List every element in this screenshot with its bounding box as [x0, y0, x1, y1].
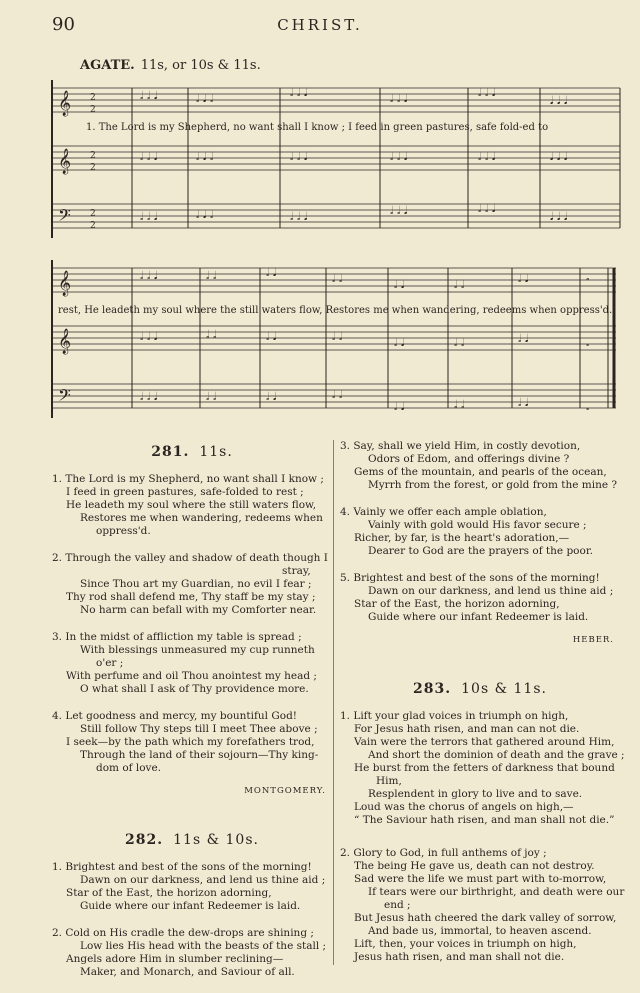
verse-line: Dawn on our darkness, and lend us thine aid ;	[80, 874, 326, 886]
hymn-282-author: HEBER.	[572, 635, 614, 645]
verse-line: Resplendent in glory to live and to save.	[368, 788, 583, 800]
hymn-281-stanza-3	[52, 631, 332, 696]
svg-text:𝅗𝅥 𝅗𝅥 𝅘𝅥: 𝅗𝅥 𝅗𝅥 𝅘𝅥	[140, 150, 158, 163]
verse-line: 4. Vainly we offer each ample oblation,	[340, 506, 547, 518]
svg-text:𝅗𝅥 𝅗𝅥: 𝅗𝅥 𝅗𝅥	[206, 390, 217, 403]
verse-line: Dearer to God are the prayers of the poor.	[368, 545, 594, 557]
svg-text:𝅗𝅥 𝅗𝅥 𝅘𝅥: 𝅗𝅥 𝅗𝅥 𝅘𝅥	[140, 269, 158, 282]
svg-text:𝄞: 𝄞	[58, 91, 72, 116]
hymn-282-stanza-4	[340, 506, 620, 558]
verse-line: dom of love.	[96, 762, 162, 774]
verse-line: Odors of Edom, and offerings divine ?	[368, 453, 570, 465]
verse-line: He leadeth my soul where the still waters flow,	[66, 499, 317, 511]
verse-line: Thy rod shall defend me, Thy staff be my stay ;	[66, 591, 316, 603]
svg-text:𝅗𝅥 𝅘𝅥: 𝅗𝅥 𝅘𝅥	[394, 278, 405, 291]
verse-line: “ The Saviour hath risen, and man shall not die.”	[354, 814, 615, 826]
verse-line: If tears were our birthright, and death were our	[368, 886, 625, 898]
verse-line: Vain were the terrors that gathered around Him,	[354, 736, 615, 748]
svg-text:𝅗𝅥 𝅗𝅥 𝅘𝅥: 𝅗𝅥 𝅗𝅥 𝅘𝅥	[478, 86, 496, 99]
music-system-2	[50, 260, 622, 420]
verse-line: Guide where our infant Redeemer is laid.	[80, 900, 301, 912]
svg-text:𝅗𝅥 𝅗𝅥 𝅘𝅥: 𝅗𝅥 𝅗𝅥 𝅘𝅥	[390, 204, 408, 217]
verse-line: Loud was the chorus of angels on high,—	[354, 801, 574, 813]
treble-staff-2	[52, 146, 620, 170]
svg-text:𝅗𝅥 𝅘𝅥: 𝅗𝅥 𝅘𝅥	[394, 336, 405, 349]
svg-text:𝅗𝅥 𝅗𝅥 𝅘𝅥: 𝅗𝅥 𝅗𝅥 𝅘𝅥	[390, 92, 408, 105]
running-head: CHRIST.	[277, 16, 363, 34]
hymn-281-stanza-1	[52, 473, 332, 538]
tune-lyric-line-2: rest, He leadeth my soul where the still waters flow, Restores me when wandering, redeems when oppress'd.	[58, 305, 613, 316]
verse-line: Through the land of their sojourn—Thy king-	[80, 749, 319, 761]
verse-line: 3. Say, shall we yield Him, in costly devotion,	[340, 440, 581, 452]
svg-text:𝄢: 𝄢	[58, 205, 71, 229]
verse-line: O what shall I ask of Thy providence more.	[80, 683, 309, 695]
hymn-282-stanza-1	[52, 861, 332, 913]
verse-line: The being He gave us, death can not destroy.	[354, 860, 595, 872]
hymn-282-number: 282.	[125, 832, 164, 848]
hymn-281-stanza-2	[52, 552, 332, 617]
svg-text:𝅗𝅥 𝅘𝅥: 𝅗𝅥 𝅘𝅥	[266, 390, 277, 403]
svg-text:𝅗𝅥 𝅗𝅥: 𝅗𝅥 𝅗𝅥	[332, 272, 343, 285]
verse-line: 1. The Lord is my Shepherd, no want shall I know ;	[52, 473, 324, 485]
svg-text:2: 2	[90, 105, 96, 115]
verse-line: 2. Cold on His cradle the dew-drops are shining ;	[52, 927, 314, 939]
svg-text:𝅗𝅥 𝅗𝅥 𝅘𝅥: 𝅗𝅥 𝅗𝅥 𝅘𝅥	[390, 150, 408, 163]
verse-line: oppress'd.	[96, 525, 151, 537]
svg-text:𝅗𝅥 𝅘𝅥: 𝅗𝅥 𝅘𝅥	[518, 396, 529, 409]
hymn-283-stanza-2	[340, 847, 625, 964]
svg-text:𝅗𝅥 𝅘𝅥: 𝅗𝅥 𝅘𝅥	[266, 266, 277, 279]
svg-text:𝅗𝅥 𝅗𝅥: 𝅗𝅥 𝅗𝅥	[454, 278, 465, 291]
verse-line: Sad were the life we must part with to-morrow,	[354, 873, 607, 885]
svg-text:𝅗𝅥 𝅗𝅥: 𝅗𝅥 𝅗𝅥	[332, 388, 343, 401]
svg-text:𝅗𝅥 𝅘𝅥 𝅗𝅥: 𝅗𝅥 𝅘𝅥 𝅗𝅥	[196, 92, 214, 105]
svg-text:𝅗𝅥 𝅘𝅥: 𝅗𝅥 𝅘𝅥	[518, 332, 529, 345]
hymn-282-stanza-5	[340, 572, 620, 624]
treble-staff-1	[52, 88, 620, 112]
hymn-282-stanza-3	[340, 440, 620, 492]
verse-line: 1. Lift your glad voices in triumph on high,	[340, 710, 569, 722]
verse-line: Dawn on our darkness, and lend us thine aid ;	[368, 585, 614, 597]
svg-text:2: 2	[90, 209, 96, 219]
svg-text:𝅗𝅥 𝅗𝅥: 𝅗𝅥 𝅗𝅥	[454, 336, 465, 349]
hymn-281-author: MONTGOMERY.	[244, 786, 326, 796]
verse-line: 3. In the midst of affliction my table is spread ;	[52, 631, 302, 643]
svg-text:𝅗𝅥 𝅗𝅥: 𝅗𝅥 𝅗𝅥	[454, 398, 465, 411]
hymn-281-number: 281.	[151, 444, 190, 460]
svg-text:𝅗𝅥 𝅘𝅥: 𝅗𝅥 𝅘𝅥	[266, 330, 277, 343]
verse-line: Restores me when wandering, redeems when	[80, 512, 323, 524]
verse-line: And bade us, immortal, to heaven ascend.	[368, 925, 592, 937]
svg-text:𝅗𝅥 𝅗𝅥 𝅘𝅥: 𝅗𝅥 𝅗𝅥 𝅘𝅥	[140, 390, 158, 403]
hymn-281-meter: 11s.	[199, 444, 233, 460]
hymn-283-number: 283.	[413, 681, 452, 697]
music-system-1	[50, 80, 622, 240]
svg-text:𝅗𝅥 𝅘𝅥 𝅗𝅥: 𝅗𝅥 𝅘𝅥 𝅗𝅥	[196, 150, 214, 163]
svg-text:𝅗𝅥 𝅗𝅥 𝅘𝅥: 𝅗𝅥 𝅗𝅥 𝅘𝅥	[478, 202, 496, 215]
verse-line: 5. Brightest and best of the sons of the morning!	[340, 572, 600, 584]
verse-line: Gems of the mountain, and pearls of the ocean,	[354, 466, 607, 478]
svg-text:𝅗𝅥 𝅗𝅥: 𝅗𝅥 𝅗𝅥	[332, 330, 343, 343]
verse-line: Maker, and Monarch, and Saviour of all.	[80, 966, 295, 978]
verse-line: Richer, by far, is the heart's adoration,—	[354, 532, 570, 544]
svg-text:𝅗𝅥 𝅗𝅥 𝅘𝅥: 𝅗𝅥 𝅗𝅥 𝅘𝅥	[478, 150, 496, 163]
svg-text:𝅗𝅥 𝅗𝅥 𝅘𝅥: 𝅗𝅥 𝅗𝅥 𝅘𝅥	[140, 330, 158, 343]
hymn-282-title	[52, 834, 332, 847]
svg-text:𝄞: 𝄞	[58, 271, 72, 296]
verse-line: With perfume and oil Thou anointest my head ;	[66, 670, 317, 682]
verse-line: I feed in green pastures, safe-folded to rest ;	[66, 486, 304, 498]
svg-text:𝅗𝅥 𝅘𝅥: 𝅗𝅥 𝅘𝅥	[518, 272, 529, 285]
verse-line: No harm can befall with my Comforter near.	[80, 604, 317, 616]
tune-meter: 11s, or 10s & 11s.	[140, 58, 261, 73]
svg-text:𝅗𝅥 𝅗𝅥 𝅘𝅥: 𝅗𝅥 𝅗𝅥 𝅘𝅥	[290, 150, 308, 163]
svg-text:2: 2	[90, 163, 96, 173]
tune-heading	[80, 58, 261, 73]
column-divider	[333, 440, 334, 965]
hymn-282-meter: 11s & 10s.	[173, 832, 259, 848]
verse-line: And short the dominion of death and the grave ;	[368, 749, 625, 761]
verse-line: But Jesus hath cheered the dark valley of sorrow,	[354, 912, 617, 924]
svg-text:𝅗𝅥 𝅘𝅥: 𝅗𝅥 𝅘𝅥	[394, 400, 405, 413]
verse-line: Jesus hath risen, and man shall not die.	[354, 951, 565, 963]
verse-line: o'er ;	[96, 657, 124, 669]
verse-line: He burst from the fetters of darkness that bound	[354, 762, 615, 774]
svg-text:𝅘𝅥 𝅘𝅥 𝅘𝅥: 𝅘𝅥 𝅘𝅥 𝅘𝅥	[550, 94, 568, 107]
verse-line: Him,	[376, 775, 402, 787]
hymn-283-title	[340, 683, 620, 696]
verse-line: Lift, then, your voices in triumph on high,	[354, 938, 577, 950]
verse-line: With blessings unmeasured my cup runneth	[80, 644, 315, 656]
svg-text:𝄞: 𝄞	[58, 329, 72, 354]
tune-lyric-line-1: 1. The Lord is my Shepherd, no want shall I know ; I feed in green pastures, safe fold-ed to	[86, 122, 549, 133]
verse-line: For Jesus hath risen, and man can not die.	[354, 723, 580, 735]
hymn-282-stanza-2	[52, 927, 332, 979]
verse-line: I seek—by the path which my forefathers trod,	[66, 736, 315, 748]
svg-text:𝄢: 𝄢	[58, 385, 71, 409]
svg-text:𝅘𝅥 𝅘𝅥 𝅘𝅥: 𝅘𝅥 𝅘𝅥 𝅘𝅥	[550, 150, 568, 163]
verse-line: Myrrh from the forest, or gold from the mine ?	[368, 479, 618, 491]
hymn-281-title	[52, 446, 332, 459]
tune-name: AGATE.	[80, 58, 135, 73]
verse-line: Star of the East, the horizon adorning,	[66, 887, 272, 899]
verse-line: Still follow Thy steps till I meet Thee above ;	[80, 723, 318, 735]
left-column	[52, 440, 332, 993]
verse-line: end ;	[384, 899, 411, 911]
verse-line: stray,	[282, 565, 311, 577]
verse-line: 4. Let goodness and mercy, my bountiful God!	[52, 710, 298, 722]
right-column	[340, 440, 625, 978]
verse-line: Vainly with gold would His favor secure ;	[368, 519, 587, 531]
hymn-281-stanza-4	[52, 710, 332, 775]
svg-text:𝅗: 𝅗	[586, 270, 590, 283]
svg-text:𝅗𝅥 𝅗𝅥: 𝅗𝅥 𝅗𝅥	[206, 269, 217, 282]
verse-line: Since Thou art my Guardian, no evil I fear ;	[80, 578, 312, 590]
verse-line: 1. Brightest and best of the sons of the morning!	[52, 861, 312, 873]
verse-line: 2. Glory to God, in full anthems of joy ;	[340, 847, 547, 859]
verse-line: Guide where our infant Redeemer is laid.	[368, 611, 589, 623]
svg-text:𝄞: 𝄞	[58, 149, 72, 174]
svg-text:𝅗𝅥 𝅗𝅥: 𝅗𝅥 𝅗𝅥	[206, 328, 217, 341]
page-number: 90	[52, 14, 75, 35]
svg-text:𝅗𝅥 𝅗𝅥 𝅘𝅥: 𝅗𝅥 𝅗𝅥 𝅘𝅥	[140, 210, 158, 223]
verse-line: Low lies His head with the beasts of the stall ;	[80, 940, 327, 952]
verse-line: 2. Through the valley and shadow of death though I	[52, 552, 328, 564]
hymn-283-meter: 10s & 11s.	[461, 681, 547, 697]
svg-text:𝅗𝅥 𝅗𝅥 𝅘𝅥: 𝅗𝅥 𝅗𝅥 𝅘𝅥	[140, 89, 158, 102]
svg-text:𝅗𝅥 𝅗𝅥 𝅘𝅥: 𝅗𝅥 𝅗𝅥 𝅘𝅥	[290, 86, 308, 99]
svg-text:𝅘𝅥 𝅘𝅥 𝅘𝅥: 𝅘𝅥 𝅘𝅥 𝅘𝅥	[550, 210, 568, 223]
svg-text:𝅗𝅥 𝅘𝅥 𝅗𝅥: 𝅗𝅥 𝅘𝅥 𝅗𝅥	[196, 208, 214, 221]
verse-line: Angels adore Him in slumber reclining—	[66, 953, 284, 965]
bass-staff	[52, 204, 620, 228]
svg-text:2: 2	[90, 151, 96, 161]
verse-line: Star of the East, the horizon adorning,	[354, 598, 560, 610]
svg-text:𝅗: 𝅗	[586, 400, 590, 413]
svg-text:𝅗: 𝅗	[586, 336, 590, 349]
svg-text:2: 2	[90, 221, 96, 231]
svg-text:2: 2	[90, 93, 96, 103]
svg-text:𝅗𝅥 𝅗𝅥 𝅘𝅥: 𝅗𝅥 𝅗𝅥 𝅘𝅥	[290, 210, 308, 223]
hymn-283-stanza-1	[340, 710, 625, 827]
